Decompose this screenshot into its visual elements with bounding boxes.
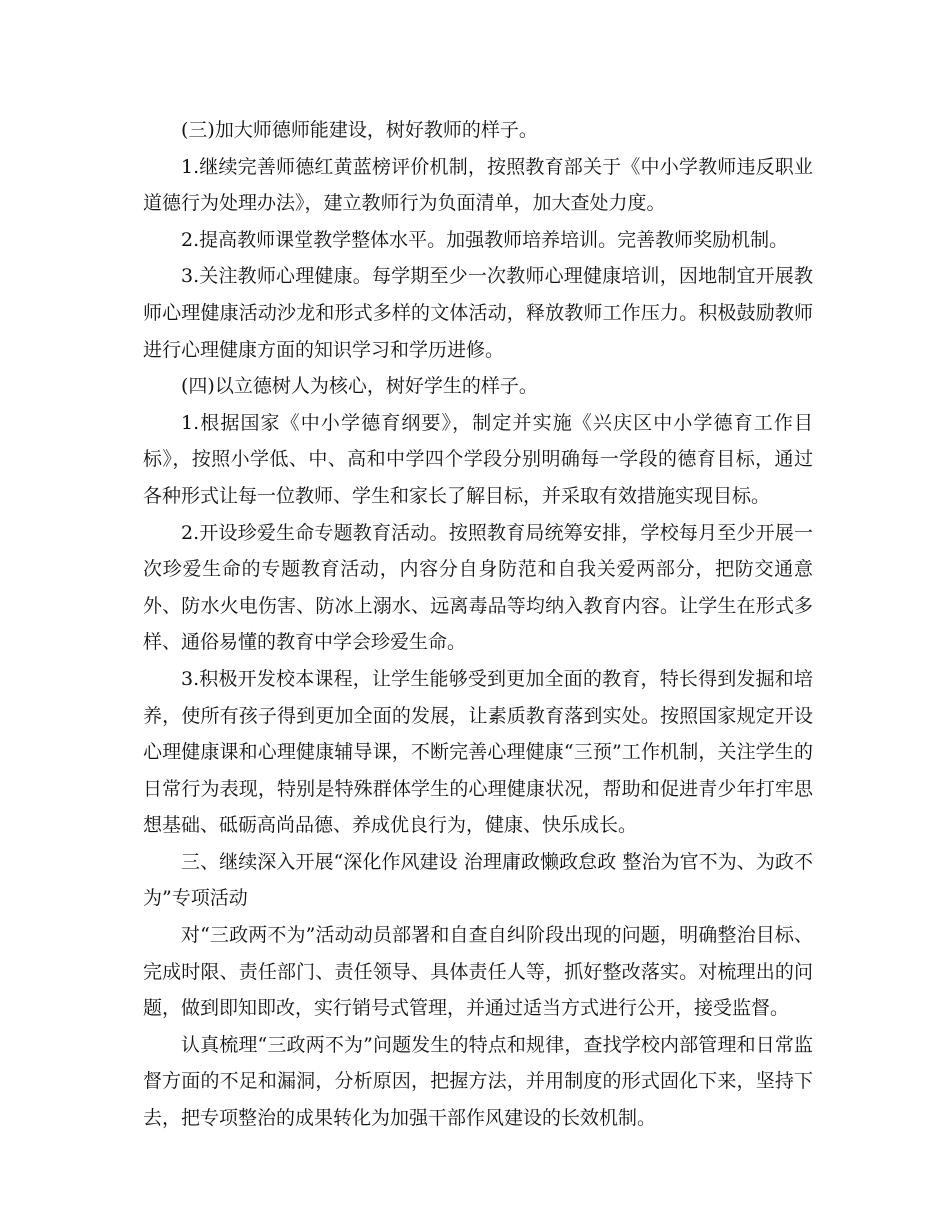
section-heading-teacher-ethics: (三)加大师德师能建设，树好教师的样子。 [181,119,538,141]
paragraph: 1.根据国家《中小学德育纲要》，制定并实施《兴庆区中小学德育工作目标》，按照小学低、中、高和中学四个学段分别明确每一学段的德育目标，通过各种形式让每一位教师、学生和家长了解目标，并采取有效措施实现目标。 [143,411,813,507]
paragraph: 3.关注教师心理健康。每学期至少一次教师心理健康培训，因地制宜开展教师心理健康活动沙龙和形式多样的文体活动，释放教师工作压力。积极鼓励教师进行心理健康方面的知识学习和学历进修。 [143,265,813,361]
section-heading-student-morality: (四)以立德树人为核心，树好学生的样子。 [181,375,538,398]
paragraph: 1.继续完善师德红黄蓝榜评价机制，按照教育部关于《中小学教师违反职业道德行为处理办法》，建立教师行为负面清单，加大查处力度。 [143,155,813,215]
paragraph: 2.提高教师课堂教学整体水平。加强教师培养培训。完善教师奖励机制。 [181,228,789,251]
section-heading-special-campaign: 三、继续深入开展“深化作风建设 治理庸政懒政怠政 整治为官不为、为政不为”专项活动 [143,850,813,910]
paragraph: 2.开设珍爱生命专题教育活动。按照教育局统筹安排，学校每月至少开展一次珍爱生命的专题教育活动，内容分自身防范和自我关爱两部分，把防交通意外、防水火电伤害、防冰上溺水、远离毒品等均纳入教育内容。让学生在形式多样、通俗易懂的教育中学会珍爱生命。 [143,521,813,654]
paragraph: 认真梳理“三政两不为”问题发生的特点和规律，查找学校内部管理和日常监督方面的不足和漏洞，分析原因，把握方法，并用制度的形式固化下来，坚持下去，把专项整治的成果转化为加强干部作风建设的长效机制。 [143,1033,813,1130]
document-body [143,112,813,1137]
paragraph: 3.积极开发校本课程，让学生能够受到更加全面的教育，特长得到发掘和培养，使所有孩子得到更加全面的发展，让素质教育落到实处。按照国家规定开设心理健康课和心理健康辅导课，不断完善心理健康“三预”工作机制，关注学生的日常行为表现，特别是特殊群体学生的心理健康状况，帮助和促进青少年打牢思想基础、砥砺高尚品德、养成优良行为，健康、快乐成长。 [143,667,813,837]
paragraph: 对“三政两不为”活动动员部署和自查自纠阶段出现的问题，明确整治目标、完成时限、责任部门、责任领导、具体责任人等，抓好整改落实。对梳理出的问题，做到即知即改，实行销号式管理，并通过适当方式进行公开，接受监督。 [143,924,813,1020]
